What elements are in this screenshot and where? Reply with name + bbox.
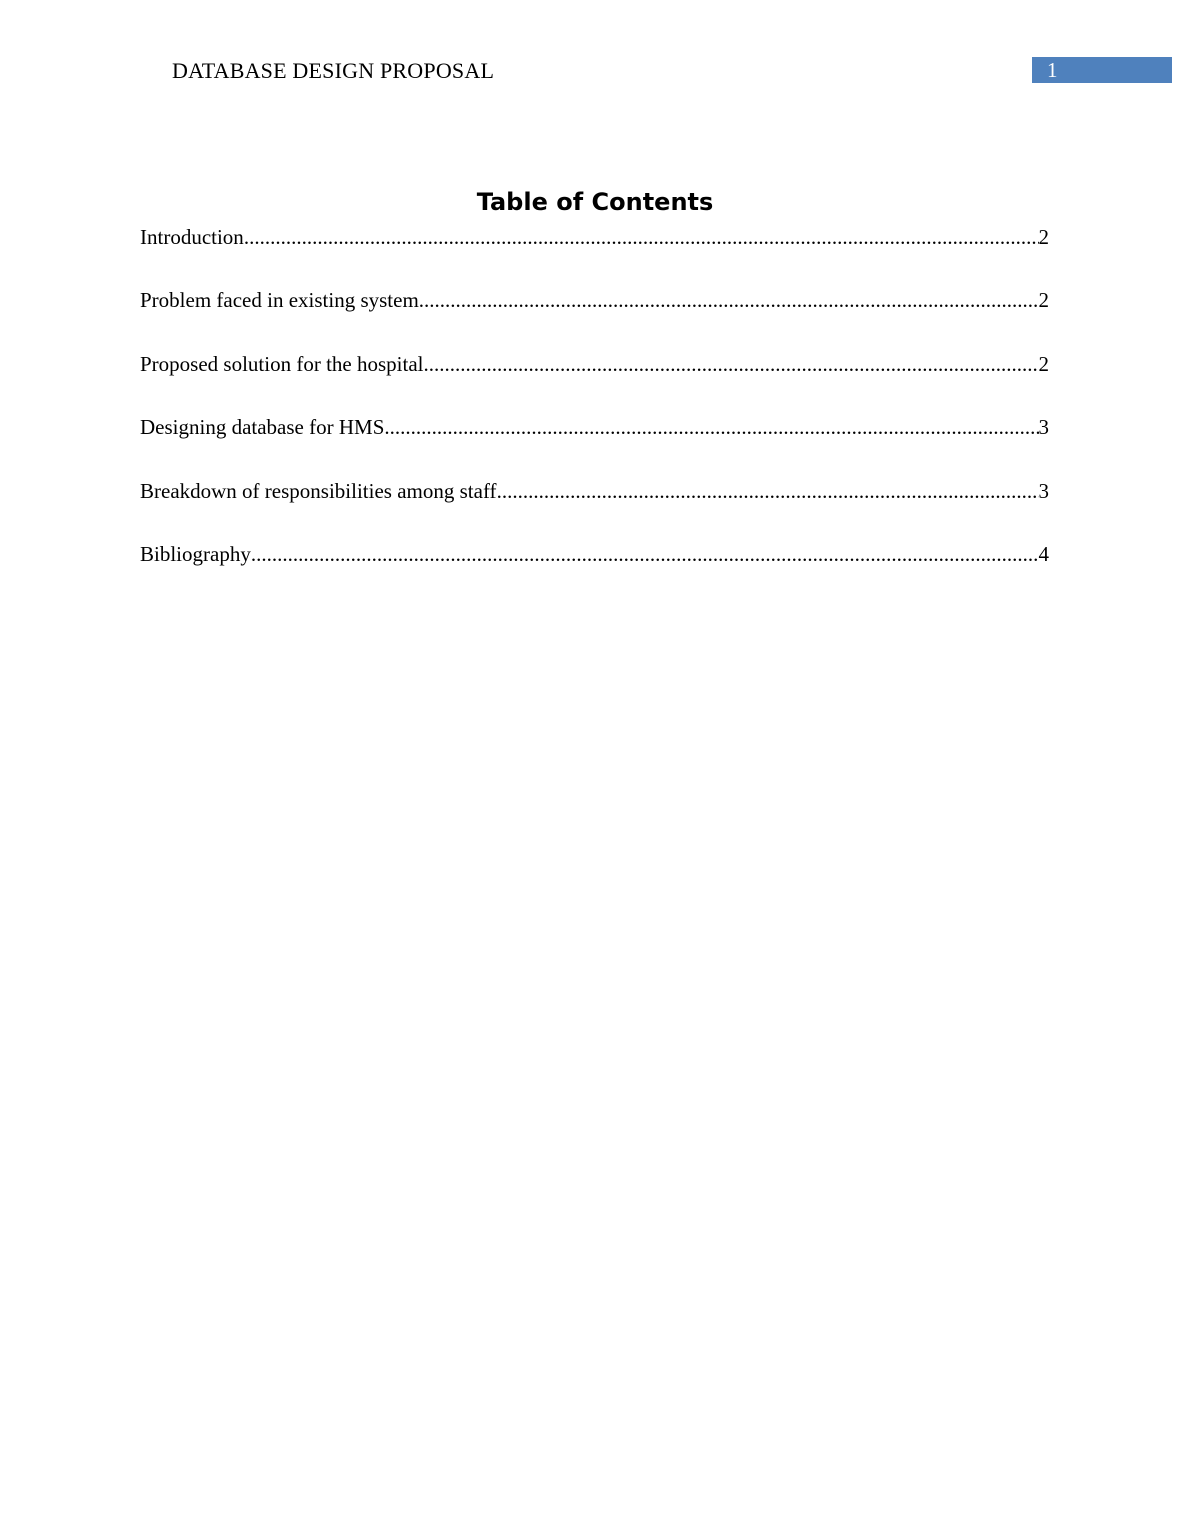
toc-entry-page: 2 <box>1038 288 1049 313</box>
toc-entry-label: Problem faced in existing system <box>140 288 419 313</box>
toc-entry-problem-faced[interactable] <box>140 285 1049 348</box>
toc-entry-bibliography[interactable] <box>140 539 1049 602</box>
toc-dot-leader <box>497 476 1039 506</box>
toc-entry-label: Bibliography <box>140 541 251 566</box>
page-number-badge <box>1032 57 1172 83</box>
toc-entry-label: Breakdown of responsibilities among staff <box>140 478 497 503</box>
toc-entry-page: 2 <box>1038 225 1049 249</box>
toc-heading: Table of Contents <box>476 188 714 216</box>
table-of-contents <box>140 222 1049 602</box>
toc-entry-page: 4 <box>1038 541 1049 566</box>
toc-dot-leader <box>384 412 1038 442</box>
toc-dot-leader <box>244 222 1039 252</box>
toc-entry-page: 2 <box>1038 351 1049 376</box>
toc-entry-page: 3 <box>1038 415 1049 440</box>
toc-dot-leader <box>423 349 1038 379</box>
toc-entry-label: Designing database for HMS <box>140 415 385 440</box>
toc-entry-label: Proposed solution for the hospital <box>140 351 424 376</box>
toc-entry-breakdown-responsibilities[interactable] <box>140 476 1049 539</box>
toc-dot-leader <box>251 539 1039 569</box>
toc-entry-introduction[interactable] <box>140 222 1049 285</box>
toc-dot-leader <box>419 285 1039 315</box>
toc-entry-designing-database[interactable] <box>140 412 1049 475</box>
running-header-title: DATABASE DESIGN PROPOSAL <box>172 58 495 83</box>
toc-entry-label: Introduction <box>140 225 244 249</box>
toc-entry-page: 3 <box>1038 478 1049 503</box>
toc-entry-proposed-solution[interactable] <box>140 349 1049 412</box>
page-number: 1 <box>1047 58 1058 82</box>
